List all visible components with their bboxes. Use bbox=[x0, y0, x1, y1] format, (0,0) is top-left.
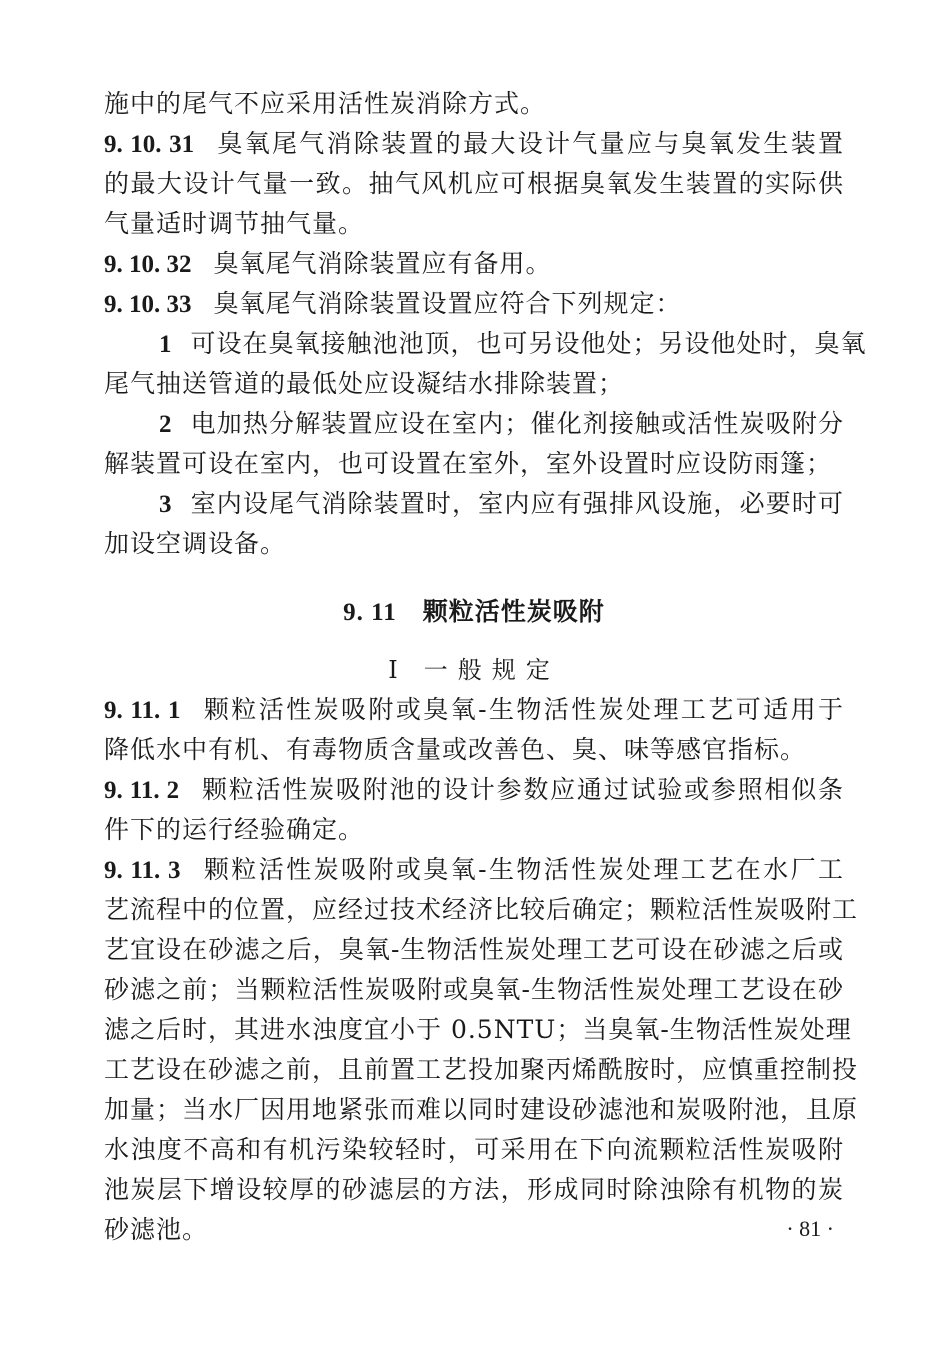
clause-9-11-3-line-5: 滤之后时，其进水浊度宜小于 0.5NTU；当臭氧-生物活性炭处理 bbox=[104, 1015, 852, 1044]
clause-number: 9. 11. 2 bbox=[104, 777, 180, 804]
subsection-title bbox=[104, 650, 844, 690]
clause-9-11-3-line-9: 池炭层下增设较厚的砂滤层的方法，形成同时除浊除有机物的炭 bbox=[104, 1175, 844, 1204]
list-item-text: 室内设尾气消除装置时，室内应有强排风设施，必要时可 bbox=[190, 489, 844, 518]
clause-number: 9. 10. 31 bbox=[104, 131, 195, 158]
clause-9-11-1-line-1 bbox=[104, 690, 844, 730]
clause-9-11-3-line-10: 砂滤池。 bbox=[104, 1215, 209, 1244]
clause-text: 臭氧尾气消除装置的最大设计气量应与臭氧发生装置 bbox=[216, 129, 844, 158]
clause-9-11-3-line-6: 工艺设在砂滤之前，且前置工艺投加聚丙烯酰胺时，应慎重控制投 bbox=[104, 1055, 859, 1084]
list-item-2-line-1 bbox=[104, 404, 844, 444]
section-number: 9. 11 bbox=[343, 599, 397, 626]
list-item-1-line-2: 尾气抽送管道的最低处应设凝结水排除装置； bbox=[104, 369, 625, 398]
clause-9-10-32-line-1 bbox=[104, 244, 844, 284]
list-item-number: 1 bbox=[159, 331, 173, 358]
clause-number: 9. 10. 32 bbox=[104, 251, 192, 278]
clause-9-11-3-line-1 bbox=[104, 850, 844, 890]
clause-9-11-2-line-1 bbox=[104, 770, 844, 810]
list-item-number: 2 bbox=[159, 411, 173, 438]
clause-number: 9. 11. 3 bbox=[104, 857, 181, 884]
list-item-text: 电加热分解装置应设在室内；催化剂接触或活性炭吸附分 bbox=[190, 409, 844, 438]
document-page bbox=[104, 84, 867, 1250]
clause-text: 颗粒活性炭吸附或臭氧-生物活性炭处理工艺可适用于 bbox=[202, 695, 844, 724]
list-item-3-line-1 bbox=[104, 484, 844, 524]
clause-text: 臭氧尾气消除装置应有备用。 bbox=[213, 249, 552, 278]
clause-number: 9. 11. 1 bbox=[104, 697, 181, 724]
clause-9-11-3-line-4: 砂滤之前；当颗粒活性炭吸附或臭氧-生物活性炭处理工艺设在砂 bbox=[104, 975, 844, 1004]
clause-9-10-33-line-1 bbox=[104, 284, 844, 324]
clause-9-10-31-line-2: 的最大设计气量一致。抽气风机应可根据臭氧发生装置的实际供 bbox=[104, 169, 844, 198]
clause-text: 臭氧尾气消除装置设置应符合下列规定： bbox=[213, 289, 682, 318]
page-number: · 81 · bbox=[786, 1216, 834, 1241]
clause-number: 9. 10. 33 bbox=[104, 291, 192, 318]
clause-9-11-3-line-2: 艺流程中的位置，应经过技术经济比较后确定；颗粒活性炭吸附工 bbox=[104, 895, 859, 924]
clause-text: 颗粒活性炭吸附或臭氧-生物活性炭处理工艺在水厂工 bbox=[202, 855, 844, 884]
clause-9-11-3-line-3: 艺宜设在砂滤之后，臭氧-生物活性炭处理工艺可设在砂滤之后或 bbox=[104, 935, 844, 964]
list-item-text: 可设在臭氧接触池池顶，也可另设他处；另设他处时，臭氧 bbox=[190, 329, 867, 358]
subsection-number: Ⅰ bbox=[388, 658, 398, 684]
clause-9-11-1-line-2: 降低水中有机、有毒物质含量或改善色、臭、味等感官指标。 bbox=[104, 735, 807, 764]
paragraph-line: 施中的尾气不应采用活性炭消除方式。 bbox=[104, 89, 547, 118]
list-item-3-line-2: 加设空调设备。 bbox=[104, 529, 287, 558]
clause-9-10-31-line-1 bbox=[104, 124, 844, 164]
clause-text: 颗粒活性炭吸附池的设计参数应通过试验或参照相似条 bbox=[201, 775, 844, 804]
clause-9-11-2-line-2: 件下的运行经验确定。 bbox=[104, 815, 365, 844]
list-item-2-line-2: 解装置可设在室内，也可设置在室外，室外设置时应设防雨篷； bbox=[104, 449, 833, 478]
list-item-number: 3 bbox=[159, 491, 173, 518]
subsection-title-text: 一般规定 bbox=[423, 656, 560, 684]
clause-9-11-3-line-7: 加量；当水厂因用地紧张而难以同时建设砂滤池和炭吸附池，且原 bbox=[104, 1095, 859, 1124]
section-title bbox=[104, 592, 844, 632]
section-title-text: 颗粒活性炭吸附 bbox=[422, 597, 605, 626]
list-item-1-line-1 bbox=[104, 324, 867, 364]
clause-9-10-31-line-3: 气量适时调节抽气量。 bbox=[104, 209, 365, 238]
clause-9-11-3-line-8: 水浊度不高和有机污染较轻时，可采用在下向流颗粒活性炭吸附 bbox=[104, 1135, 844, 1164]
